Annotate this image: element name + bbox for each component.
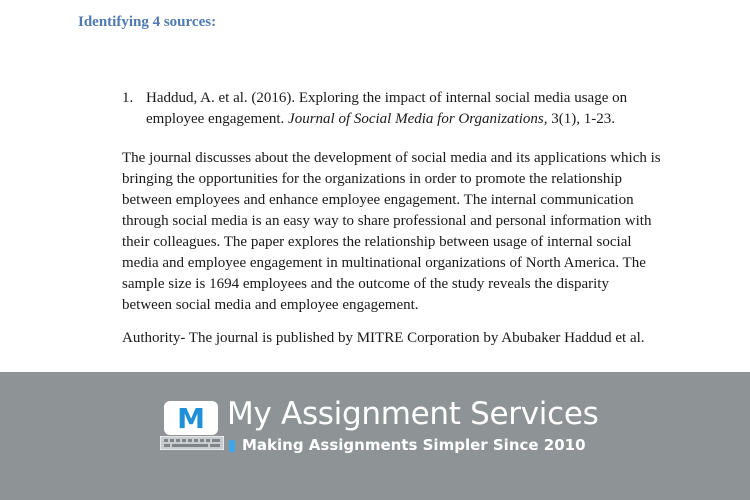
m-logo-icon	[163, 400, 219, 436]
citation-volume: 3(1), 1-23.	[547, 111, 615, 127]
paragraph-line: between employees and enhance employee engagement. The internal communication	[122, 192, 634, 208]
citation-text: employee engagement.	[146, 111, 289, 127]
paragraph-line: bringing the opportunities for the organizations in order to promote the relationship	[122, 171, 623, 187]
citation-line-2	[146, 109, 682, 130]
paragraph-line: media and employee engagement in multinational organizations of North America. The	[122, 255, 646, 271]
paragraph-line: their colleagues. The paper explores the relationship between usage of internal social	[122, 234, 632, 250]
citation-line-1: Haddud, A. et al. (2016). Exploring the impact of internal social media usage on	[146, 90, 628, 106]
paragraph-line: sample size is 1694 employees and the outcome of the study reveals the disparity	[122, 276, 609, 292]
paragraph-line: through social media is an easy way to share professional and personal information with	[122, 213, 652, 229]
keyboard-icon	[160, 436, 224, 450]
summary-paragraph	[122, 148, 702, 316]
paragraph-line: The journal discusses about the development of social media and its applications which is	[122, 150, 661, 166]
logo-letter: M	[177, 402, 205, 435]
journal-title: Journal of Social Media for Organizations,	[288, 111, 548, 127]
reference-citation	[146, 88, 682, 130]
brand-banner	[0, 372, 750, 500]
reference-entry	[122, 88, 682, 130]
cursor-icon	[229, 440, 235, 452]
reference-number: 1.	[122, 90, 134, 106]
section-heading: Identifying 4 sources:	[78, 14, 217, 30]
brand-name: My Assignment Services	[227, 396, 599, 432]
authority-statement: Authority- The journal is published by MITRE Corporation by Abubaker Haddud et al.	[122, 330, 645, 346]
paragraph-line: between social media and employee engagement.	[122, 297, 419, 313]
brand-tagline: Making Assignments Simpler Since 2010	[242, 436, 586, 454]
